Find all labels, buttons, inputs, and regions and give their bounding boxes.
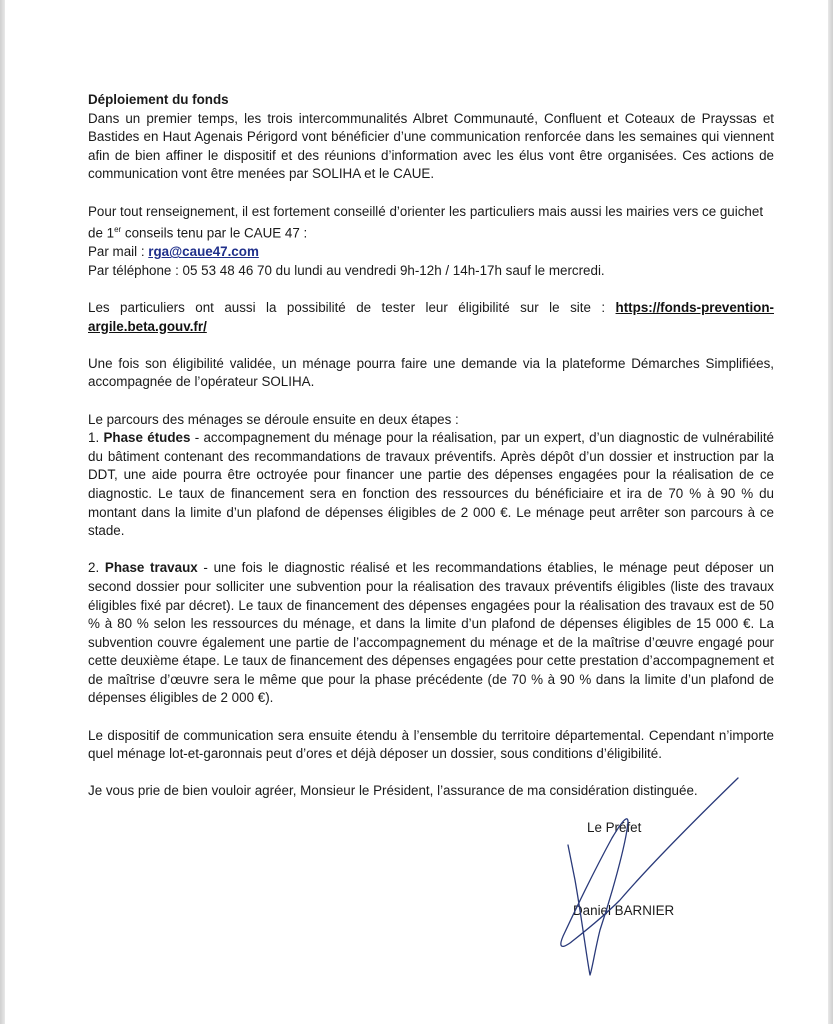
phase2-number: 2. <box>88 560 105 576</box>
contact-intro: Pour tout renseignement, il est fortement conseillé d’orienter les particuliers mais aussi les mairies vers ce guichet de 1 <box>88 203 764 241</box>
letter-body <box>88 91 774 820</box>
paragraph-demande <box>88 355 774 392</box>
page-edge-left <box>0 0 5 1024</box>
mail-label: Par mail : <box>88 244 149 260</box>
intro-text: Dans un premier temps, les trois intercommunalités Albret Communauté, Confluent et Coteaux de Prayssas et Bastides en Haut Agenais Périgord vont bénéficier d’une communication renforcée dans les semaines qui viennent afin de bien affiner le dispositif et des réunions d’information avec les élus vont être organisées. Ces actions de communication vont être menées par SOLIHA et le CAUE. <box>88 110 774 182</box>
phase1-title: Phase études <box>103 430 191 446</box>
eligibility-text: Les particuliers ont aussi la possibilité de tester leur éligibilité sur le site : <box>88 300 616 315</box>
signatory-name: Daniel BARNIER <box>573 903 675 918</box>
parcours-intro: Le parcours des ménages se déroule ensuite en deux étapes : <box>88 411 459 427</box>
eligibility-website-link[interactable]: https://fonds-prevention-argile.beta.gouv.fr/ <box>88 300 774 334</box>
extension-text: Le dispositif de communication sera ensuite étendu à l’ensemble du territoire départemental. Cependant n’importe quel ménage lot-et-garonnais peut d’ores et déjà déposer un dossier, sous conditions d’éligibilité. <box>88 727 774 762</box>
paragraph-eligibility <box>88 299 774 336</box>
signatory-title: Le Préfet <box>587 820 642 835</box>
phase1-number: 1. <box>88 430 104 446</box>
paragraph-deploiement <box>88 91 774 184</box>
closing-text: Je vous prie de bien vouloir agréer, Monsieur le Président, l’assurance de ma considération distinguée. <box>88 783 698 799</box>
phone-line: Par téléphone : 05 53 48 46 70 du lundi au vendredi 9h-12h / 14h-17h sauf le mercredi. <box>88 262 605 278</box>
paragraph-phase1 <box>88 411 774 541</box>
handwritten-signature-icon <box>540 760 800 990</box>
paragraph-contact <box>88 203 774 281</box>
page-edge-right <box>828 0 833 1024</box>
section-heading: Déploiement du fonds <box>88 92 229 107</box>
email-link[interactable]: rga@caue47.com <box>148 244 259 260</box>
contact-superscript: er <box>114 225 122 235</box>
phase2-title: Phase travaux <box>104 560 198 576</box>
demande-text: Une fois son éligibilité validée, un ménage pourra faire une demande via la plateforme Démarches Simplifiées, accompagnée de l’opérateur SOLIHA. <box>88 355 774 390</box>
phase1-text: - accompagnement du ménage pour la réalisation, par un expert, d’un diagnostic de vulnérabilité du bâtiment contenant des recommandations de travaux préventifs. Après dépôt d’un dossier et instruction par la DDT, une aide pourra être octroyée pour financer une partie des dépenses engagées pour la réalisation de ce diagnostic. Le taux de financement sera en fonction des ressources du bénéficiaire et ira de 70 % à 90 % du montant dans la limite d’un plafond de dépenses éligibles de 2 000 €. Le ménage peut arrêter son parcours à ce stade. <box>88 430 775 539</box>
paragraph-phase2 <box>88 559 774 708</box>
paragraph-extension <box>88 727 774 764</box>
signature-block <box>540 760 800 990</box>
phase2-text: - une fois le diagnostic réalisé et les recommandations établies, le ménage peut déposer un second dossier pour solliciter une subvention pour la réalisation des travaux préventifs éligibles (liste des travaux éligibles fixé par décret). Le taux de financement des dépenses engagées pour la réalisation des travaux est de 50 % à 80 % selon les ressources du ménage, et dans la limite d’un plafond de dépenses éligibles de 15 000 €. La subvention couvre également une partie de l’accompagnement du ménage et de la maîtrise d’œuvre engagé pour cette deuxième étape. Le taux de financement des dépenses engagées pour cette prestation d’accompagnement et de maîtrise d’œuvre sera le même que pour la phase précédente (de 70 % à 90 % dans la limite d’un plafond de dépenses éligibles de 2 000 €). <box>88 560 774 706</box>
contact-intro-end: conseils tenu par le CAUE 47 : <box>121 225 308 241</box>
